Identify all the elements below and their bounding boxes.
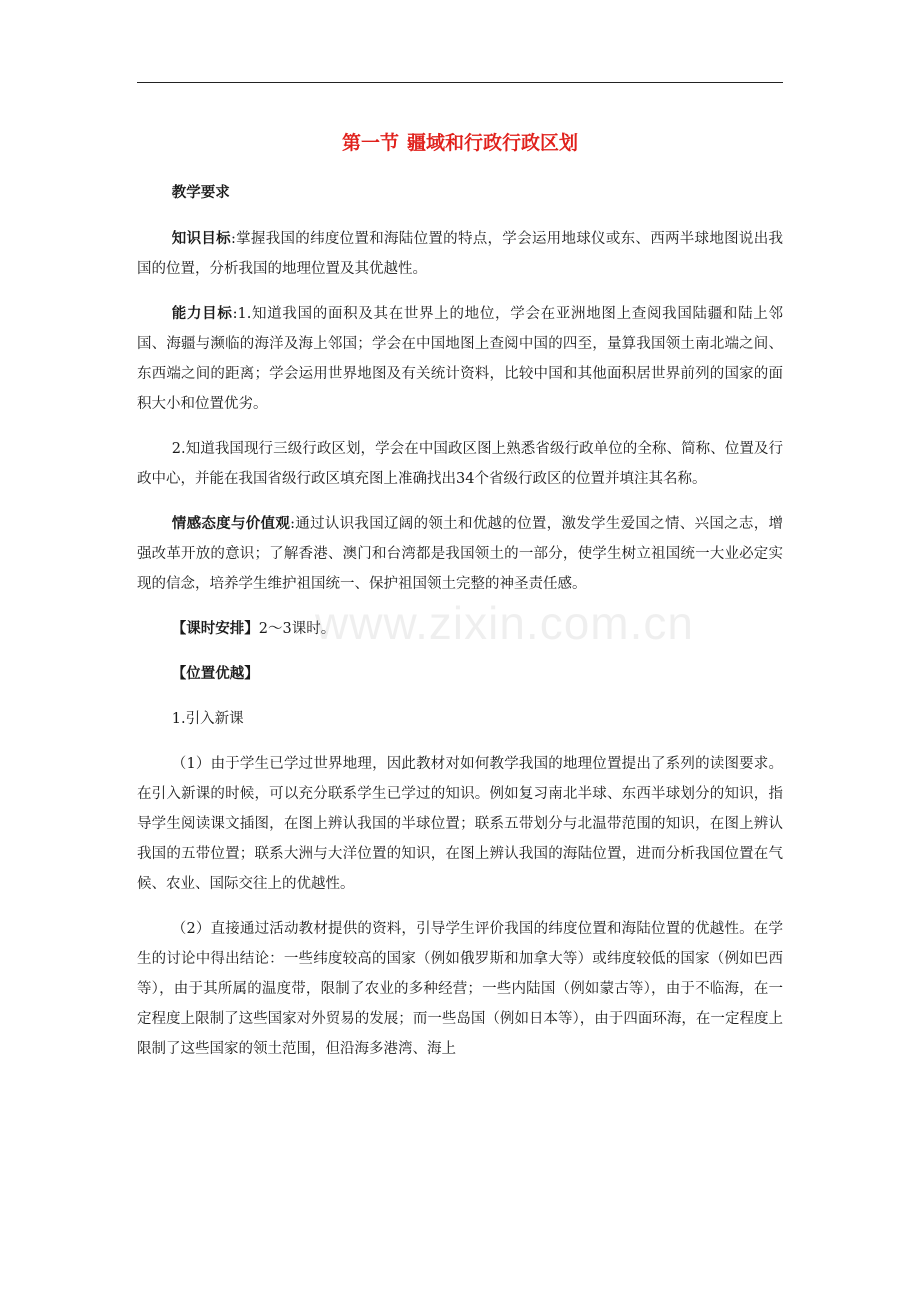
schedule-text: 2～3课时。 (258, 621, 336, 637)
knowledge-goal-text: :掌握我国的纬度位置和海陆位置的特点，学会运用地球仪或东、西两半球地图说出我国的位置，分析我国的地理位置及其优越性。 (137, 231, 783, 277)
body-paragraph-1: （1）由于学生已学过世界地理，因此教材对如何教学我国的地理位置提出了系列的读图要求。在引入新课的时候，可以充分联系学生已学过的知识。例如复习南北半球、东西半球划分的知识，指导学生阅读课文插图，在图上辨认我国的半球位置；联系五带划分与北温带范围的知识，在图上辨认我国的五带位置；联系大洲与大洋位置的知识，在图上辨认我国的海陆位置，进而分析我国位置在气候、农业、国际交往上的优越性。 (137, 756, 783, 892)
document-page (137, 128, 783, 1079)
schedule-paragraph (137, 614, 783, 644)
teaching-requirements-heading: 教学要求 (171, 185, 230, 201)
ability-goal-2-paragraph: 2.知道我国现行三级行政区划，学会在中国政区图上熟悉省级行政单位的全称、简称、位置及行政中心，并能在我国省级行政区填充图上准确找出34个省级行政区的位置并填注其名称。 (137, 441, 783, 487)
ability-goal-paragraph (137, 299, 783, 419)
knowledge-goal-label: 知识目标 (171, 231, 231, 247)
knowledge-goal-paragraph (137, 224, 783, 284)
emotion-goal-paragraph (137, 509, 783, 599)
title-section-number: 第一节 (341, 132, 399, 154)
emotion-goal-label: 情感态度与价值观 (171, 516, 291, 532)
ability-goal-text: :1.知道我国的面积及其在世界上的地位，学会在亚洲地图上查阅我国陆疆和陆上邻国、海疆与濒临的海洋及海上邻国；学会在中国地图上查阅中国的四至，量算我国领土南北端之间、东西端之间的距离；学会运用世界地图及有关统计资料，比较中国和其他面积居世界前列的国家的面积大小和位置优劣。 (137, 306, 784, 412)
body-paragraph-2: （2）直接通过活动教材提供的资料，引导学生评价我国的纬度位置和海陆位置的优越性。在学生的讨论中得出结论：一些纬度较高的国家（例如俄罗斯和加拿大等）或纬度较低的国家（例如巴西等），由于其所属的温度带，限制了农业的多种经营；一些内陆国（例如蒙古等），由于不临海，在一定程度上限制了这些国家对外贸易的发展；而一些岛国（例如日本等），由于四面环海，在一定程度上限制了这些国家的领土范围，但沿海多港湾、海上 (137, 921, 783, 1057)
position-advantage-heading: 【位置优越】 (171, 666, 259, 682)
ability-goal-label: 能力目标 (171, 306, 233, 322)
schedule-label: 【课时安排】 (171, 621, 259, 637)
watermark: www.zixin.com.cn (315, 597, 694, 649)
page-title (137, 128, 783, 158)
title-topic: 疆域和行政行政区划 (407, 132, 579, 154)
intro-heading: 1.引入新课 (171, 711, 244, 727)
header-rule (137, 82, 783, 83)
emotion-goal-text: :通过认识我国辽阔的领土和优越的位置，激发学生爱国之情、兴国之志，增强改革开放的意识；了解香港、澳门和台湾都是我国领土的一部分，使学生树立祖国统一大业必定实现的信念，培养学生维护祖国统一、保护祖国领土完整的神圣责任感。 (137, 516, 783, 592)
